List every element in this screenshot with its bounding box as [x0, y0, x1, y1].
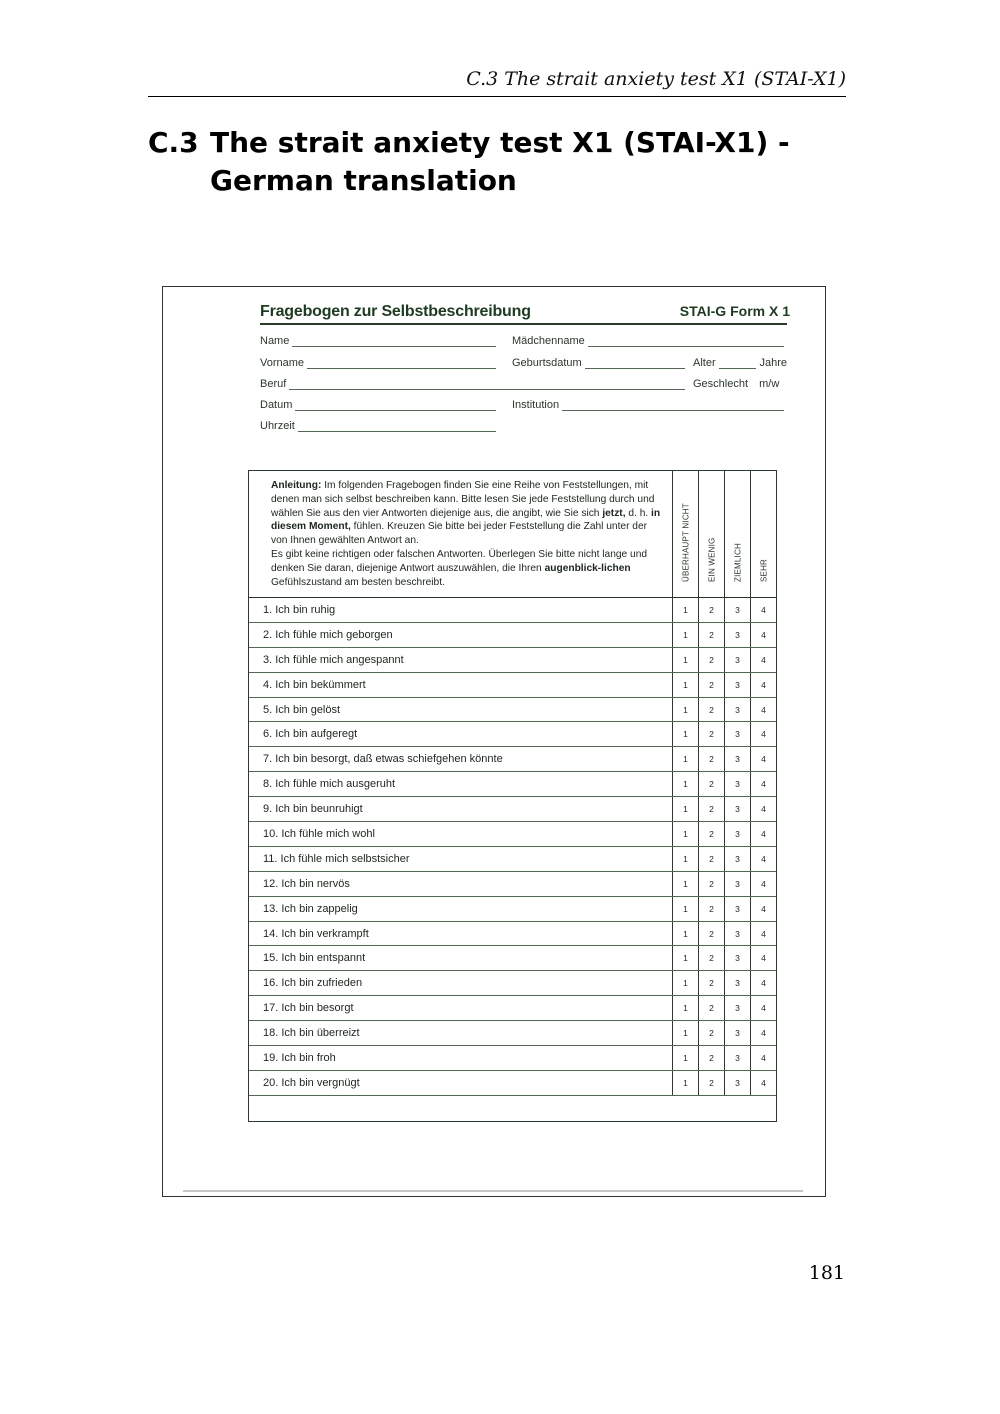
answer-option[interactable]: 4 [761, 878, 766, 889]
field-line [295, 401, 496, 411]
table-row [249, 673, 776, 698]
table-row [249, 772, 776, 797]
field-date [260, 399, 496, 411]
answer-option[interactable]: 4 [761, 903, 766, 914]
scanned-form [162, 286, 826, 1197]
field-sex-options: m/w [759, 378, 780, 390]
answer-option[interactable]: 3 [725, 922, 751, 946]
answer-option[interactable]: 2 [699, 1021, 725, 1045]
answer-option[interactable]: 2 [699, 623, 725, 647]
column-header-label: ÜBERHAUPT NICHT [681, 503, 690, 582]
answer-option[interactable]: 2 [699, 722, 725, 746]
item-label: 15. Ich bin entspannt [249, 946, 673, 970]
item-label: 16. Ich bin zufrieden [249, 971, 673, 995]
answer-option[interactable]: 4 [761, 729, 766, 740]
answer-option[interactable]: 1 [673, 897, 699, 921]
table-row [249, 598, 776, 623]
field-birth-date-label: Geburtsdatum [512, 357, 582, 369]
table-row [249, 847, 776, 872]
section-number: C.3 [148, 126, 199, 159]
instructions-part2: d. h. [628, 507, 649, 519]
answer-option[interactable]: 2 [699, 698, 725, 722]
answer-option[interactable]: 4 [761, 605, 766, 615]
answer-option[interactable]: 2 [699, 772, 725, 796]
answer-option[interactable]: 4 [761, 629, 766, 640]
answer-option[interactable]: 4 [761, 829, 766, 840]
section-title [148, 124, 848, 200]
answer-option[interactable]: 1 [673, 747, 699, 771]
answer-option[interactable]: 1 [673, 946, 699, 970]
item-label: 19. Ich bin froh [249, 1046, 673, 1070]
field-line [289, 380, 685, 390]
field-maiden-name-label: Mädchenname [512, 335, 585, 347]
answer-option[interactable]: 1 [673, 797, 699, 821]
item-label: 4. Ich bin bekümmert [249, 673, 673, 697]
answer-option[interactable]: 3 [725, 673, 751, 697]
instructions-emph3: augenblick-lichen [544, 562, 631, 574]
instructions [249, 471, 673, 598]
answer-option[interactable]: 3 [725, 772, 751, 796]
table-row [249, 1071, 776, 1096]
field-time-label: Uhrzeit [260, 420, 295, 432]
answer-option[interactable]: 4 [761, 754, 766, 765]
field-line [562, 401, 784, 411]
item-label: 2. Ich fühle mich geborgen [249, 623, 673, 647]
answer-option[interactable]: 2 [699, 598, 725, 622]
item-label: 9. Ich bin beunruhigt [249, 797, 673, 821]
answer-option[interactable]: 1 [673, 872, 699, 896]
field-sex-label: Geschlecht [693, 378, 749, 390]
field-maiden-name [512, 335, 784, 347]
answer-option[interactable]: 4 [761, 1003, 766, 1014]
item-rows [249, 598, 776, 1121]
item-label: 3. Ich fühle mich angespannt [249, 648, 673, 672]
answer-option[interactable]: 4 [761, 978, 766, 989]
table-row [249, 797, 776, 822]
field-line [307, 359, 496, 369]
answer-option[interactable]: 3 [725, 1071, 751, 1095]
column-header [725, 471, 751, 597]
section-title-text: The strait anxiety test X1 (STAI-X1) - German translation [210, 126, 790, 197]
field-line [719, 359, 757, 369]
item-label: 7. Ich bin besorgt, daß etwas schiefgehen könnte [249, 747, 673, 771]
answer-option[interactable]: 2 [699, 971, 725, 995]
running-header: C.3 The strait anxiety test X1 (STAI-X1) [466, 68, 846, 90]
answer-option[interactable]: 2 [699, 922, 725, 946]
item-label: 11. Ich fühle mich selbstsicher [249, 847, 673, 871]
table-row [249, 897, 776, 922]
instructions-part1: Im folgenden Fragebogen finden Sie eine Reihe von Feststellungen, mit denen man sich selbst beschreiben kann. Bitte lesen Sie jede Feststellung durch und wählen Sie aus den vier Antworten diejenige aus, die angibt, wie Sie sich [271, 480, 655, 519]
column-header [699, 471, 725, 597]
field-line [298, 422, 496, 432]
field-line [585, 359, 685, 369]
field-name-label: Name [260, 335, 290, 347]
answer-option[interactable]: 4 [761, 953, 766, 964]
field-line [292, 337, 496, 347]
answer-option[interactable]: 2 [699, 872, 725, 896]
table-row [249, 872, 776, 897]
field-first-name-label: Vorname [260, 357, 305, 369]
answer-option[interactable]: 1 [673, 598, 699, 622]
answer-option[interactable]: 1 [673, 698, 699, 722]
answer-option[interactable]: 1 [673, 1046, 699, 1070]
answer-option[interactable]: 4 [761, 1028, 766, 1039]
form-title: Fragebogen zur Selbstbeschreibung [260, 303, 531, 320]
field-sex [693, 378, 789, 390]
answer-option[interactable]: 2 [699, 1046, 725, 1070]
answer-option[interactable]: 3 [725, 897, 751, 921]
answer-option[interactable]: 4 [761, 679, 766, 690]
answer-option[interactable]: 1 [673, 1071, 699, 1095]
field-age-unit: Jahre [759, 357, 787, 369]
instructions-label: Anleitung: [271, 480, 322, 491]
column-header [751, 471, 776, 597]
answer-option[interactable]: 3 [725, 822, 751, 846]
item-label: 1. Ich bin ruhig [249, 598, 673, 622]
table-row [249, 1046, 776, 1071]
answer-option[interactable]: 3 [725, 996, 751, 1020]
answer-option[interactable]: 3 [725, 722, 751, 746]
answer-option[interactable]: 1 [673, 1021, 699, 1045]
answer-option[interactable]: 2 [699, 747, 725, 771]
answer-option[interactable]: 4 [761, 1053, 766, 1064]
item-label: 13. Ich bin zappelig [249, 897, 673, 921]
instructions-emph2: in diesem Moment, [271, 507, 661, 533]
item-label: 17. Ich bin besorgt [249, 996, 673, 1020]
answer-option[interactable]: 2 [699, 822, 725, 846]
item-label: 18. Ich bin überreizt [249, 1021, 673, 1045]
field-line [588, 337, 784, 347]
instructions-part5: Gefühlszustand am besten beschreibt. [271, 576, 445, 588]
table-row [249, 648, 776, 673]
answer-column-headers [673, 471, 776, 598]
item-label: 10. Ich fühle mich wohl [249, 822, 673, 846]
item-label: 5. Ich bin gelöst [249, 698, 673, 722]
answer-option[interactable]: 2 [699, 996, 725, 1020]
answer-option[interactable]: 2 [699, 946, 725, 970]
answer-option[interactable]: 3 [725, 623, 751, 647]
instructions-emph1: jetzt, [602, 507, 626, 519]
answer-option[interactable]: 1 [673, 922, 699, 946]
answer-option[interactable]: 2 [699, 1071, 725, 1095]
instructions-part3: fühlen. Kreuzen Sie bitte bei jeder Feststellung die Zahl unter der von Ihnen gewählten Antwort an. [271, 521, 648, 547]
answer-option[interactable]: 3 [725, 1046, 751, 1070]
item-label: 6. Ich bin aufgeregt [249, 722, 673, 746]
table-row [249, 996, 776, 1021]
field-name [260, 335, 496, 347]
answer-option[interactable]: 2 [699, 897, 725, 921]
column-header-label: SEHR [759, 558, 768, 582]
field-first-name [260, 357, 496, 369]
instructions-part4: Es gibt keine richtigen oder falschen Antworten. Überlegen Sie bitte nicht lange und denken Sie daran, diejenige Antwort auszuwählen, die Ihren [271, 548, 648, 574]
field-age [693, 357, 787, 369]
answer-option[interactable]: 1 [673, 971, 699, 995]
header-rule [148, 96, 846, 97]
field-date-label: Datum [260, 399, 293, 411]
table-row [249, 698, 776, 723]
answer-option[interactable]: 2 [699, 847, 725, 871]
answer-option[interactable]: 4 [761, 654, 766, 665]
answer-option[interactable]: 1 [673, 996, 699, 1020]
table-row [249, 922, 776, 947]
answer-option[interactable]: 3 [725, 847, 751, 871]
field-occupation [260, 378, 685, 390]
field-age-label: Alter [693, 357, 716, 369]
questionnaire-table [248, 470, 777, 1122]
answer-option[interactable]: 3 [725, 946, 751, 970]
item-label: 14. Ich bin verkrampft [249, 922, 673, 946]
answer-option[interactable]: 3 [725, 698, 751, 722]
answer-option[interactable]: 4 [761, 1077, 766, 1088]
answer-option[interactable]: 4 [761, 928, 766, 939]
answer-option[interactable]: 2 [699, 648, 725, 672]
answer-option[interactable]: 3 [725, 598, 751, 622]
answer-option[interactable]: 3 [725, 648, 751, 672]
answer-option[interactable]: 3 [725, 747, 751, 771]
blank-row [249, 1096, 776, 1121]
table-row [249, 946, 776, 971]
field-birth-date [512, 357, 685, 369]
answer-option[interactable]: 1 [673, 847, 699, 871]
scan-edge-line [183, 1190, 803, 1192]
column-header-label: EIN WENIG [707, 537, 716, 582]
answer-option[interactable]: 1 [673, 673, 699, 697]
answer-option[interactable]: 4 [761, 779, 766, 790]
column-header [673, 471, 699, 597]
table-row [249, 623, 776, 648]
answer-option[interactable]: 3 [725, 1021, 751, 1045]
column-header-label: ZIEMLICH [733, 543, 742, 582]
item-label: 20. Ich bin vergnügt [249, 1071, 673, 1095]
item-label: 8. Ich fühle mich ausgeruht [249, 772, 673, 796]
form-header [260, 303, 790, 321]
table-row [249, 747, 776, 772]
table-row [249, 971, 776, 996]
field-institution-label: Institution [512, 399, 560, 411]
answer-option[interactable]: 1 [673, 772, 699, 796]
answer-option[interactable]: 1 [673, 722, 699, 746]
field-occupation-label: Beruf [260, 378, 287, 390]
table-row [249, 822, 776, 847]
table-row [249, 1021, 776, 1046]
answer-option[interactable]: 4 [761, 704, 766, 715]
page-number: 181 [808, 1262, 845, 1284]
answer-option[interactable]: 4 [761, 804, 766, 815]
form-title-rule [260, 323, 787, 325]
answer-option[interactable]: 1 [673, 623, 699, 647]
answer-option[interactable]: 3 [725, 797, 751, 821]
field-time [260, 420, 496, 432]
answer-option[interactable]: 4 [761, 853, 766, 864]
answer-option[interactable]: 1 [673, 822, 699, 846]
answer-option[interactable]: 3 [725, 872, 751, 896]
answer-option[interactable]: 1 [673, 648, 699, 672]
table-row [249, 722, 776, 747]
answer-option[interactable]: 2 [699, 673, 725, 697]
item-label: 12. Ich bin nervös [249, 872, 673, 896]
answer-option[interactable]: 3 [725, 971, 751, 995]
form-code: STAI-G Form X 1 [679, 303, 790, 319]
field-institution [512, 399, 784, 411]
answer-option[interactable]: 2 [699, 797, 725, 821]
